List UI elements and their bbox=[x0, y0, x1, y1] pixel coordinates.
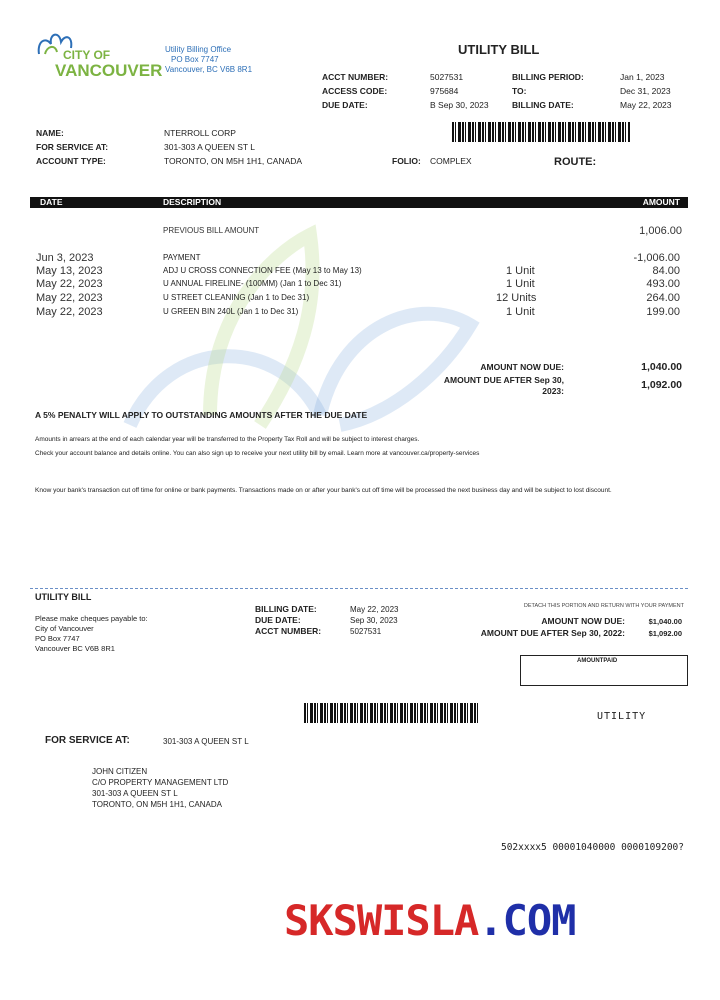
amount-paid-box[interactable] bbox=[520, 655, 688, 686]
bill-title: UTILITY BILL bbox=[458, 42, 540, 57]
account-info: ACCT NUMBER: 5027531 ACCESS CODE: 975684 DUE DATE: B Sep 30, 2023 BILLING PERIOD: Jan 1, 2023 TO: Dec 31, 2023 BILLING DATE: May 22, 2023 bbox=[322, 72, 672, 110]
table-header bbox=[30, 197, 688, 208]
previous-bill-amount: 1,006.00 bbox=[639, 225, 682, 237]
office-address: Utility Billing Office PO Box 7747 Vancouver, BC V6B 8R1 bbox=[165, 45, 253, 74]
watermark-blue: .COM bbox=[478, 896, 576, 945]
notice-bank: Know your bank's transaction cut off time for online or bank payments. Transactions made on or after your bank's cut off time will be processed the next business day and will be subject to lost discount. bbox=[35, 487, 612, 494]
stub-barcode bbox=[304, 703, 478, 723]
utility-code: UTILITY bbox=[597, 711, 647, 722]
stub-service-label: FOR SERVICE AT: bbox=[45, 735, 130, 746]
table-row: May 22, 2023 U GREEN BIN 240L (Jan 1 to Dec 31) 1 Unit 199.00 bbox=[36, 306, 680, 318]
amount-due-after: 1,092.00 bbox=[641, 379, 682, 391]
col-amount: AMOUNT bbox=[642, 197, 680, 207]
amount-now-due: 1,040.00 bbox=[641, 361, 682, 373]
detach-note: DETACH THIS PORTION AND RETURN WITH YOUR PAYMENT bbox=[523, 603, 684, 609]
table-row: May 22, 2023 U STREET CLEANING (Jan 1 to Dec 31) 12 Units 264.00 bbox=[36, 292, 680, 304]
previous-bill-label: PREVIOUS BILL AMOUNT bbox=[163, 226, 260, 235]
scan-line: 502xxxx5 00001040000 0000109200? bbox=[500, 842, 684, 853]
stub-now-due-label: AMOUNT NOW DUE: bbox=[541, 616, 625, 626]
detach-line bbox=[30, 588, 688, 589]
logo-city-of: CITY OF bbox=[63, 48, 111, 62]
stub-now-due: $1,040.00 bbox=[648, 617, 682, 626]
stub-after-label: AMOUNT DUE AFTER Sep 30, 2022: bbox=[480, 628, 625, 638]
table-row: Jun 3, 2023 PAYMENT -1,006.00 bbox=[36, 252, 680, 264]
table-row: May 13, 2023 ADJ U CROSS CONNECTION FEE (May 13 to May 13) 1 Unit 84.00 bbox=[36, 265, 680, 277]
stub-service: 301-303 A QUEEN ST L bbox=[163, 737, 249, 746]
logo-vancouver: VANCOUVER bbox=[55, 61, 163, 80]
totals: AMOUNT NOW DUE: 1,040.00 AMOUNT DUE AFTER Sep 30, 2023: 1,092.00 bbox=[443, 361, 682, 396]
site-watermark bbox=[284, 896, 575, 945]
stub-account-info: BILLING DATE: May 22, 2023 DUE DATE: Sep 30, 2023 ACCT NUMBER: 5027531 bbox=[255, 604, 399, 636]
amount-paid-label: AMOUNTPAID bbox=[577, 658, 618, 664]
amount-due-after-label: AMOUNT DUE AFTER Sep 30, bbox=[443, 375, 564, 385]
stub-payable-to: Please make cheques payable to: City of Vancouver PO Box 7747 Vancouver BC V6B 8R1 bbox=[35, 614, 148, 653]
stub-after: $1,092.00 bbox=[648, 629, 682, 638]
customer-info: NAME: NTERROLL CORP FOR SERVICE AT: 301-303 A QUEEN ST L ACCOUNT TYPE: TORONTO, ON M5H 1H1, CANADA FOLIO: COMPLEX ROUTE: bbox=[36, 128, 597, 168]
stub-title: UTILITY BILL bbox=[35, 592, 92, 602]
col-description: DESCRIPTION bbox=[163, 197, 222, 207]
amount-now-due-label: AMOUNT NOW DUE: bbox=[480, 362, 564, 372]
city-logo bbox=[35, 30, 165, 82]
mailing-address: JOHN CITIZEN C/O PROPERTY MANAGEMENT LTD 301-303 A QUEEN ST L TORONTO, ON M5H 1H1, CANADA bbox=[92, 767, 229, 809]
notice-online: Check your account balance and details online. You can also sign up to receive your next utility bill by email. Learn more at vancouver.ca/property-services bbox=[35, 450, 480, 457]
penalty-notice: A 5% PENALTY WILL APPLY TO OUTSTANDING AMOUNTS AFTER THE DUE DATE bbox=[35, 410, 368, 420]
watermark-red: SKSWISLA bbox=[284, 896, 479, 945]
col-date: DATE bbox=[40, 197, 63, 207]
notice-arrears: Amounts in arrears at the end of each calendar year will be transferred to the Property Tax Roll and will be subject to interest charges. bbox=[35, 436, 420, 443]
charges-list bbox=[36, 252, 682, 322]
table-row: May 22, 2023 U ANNUAL FIRELINE- (100MM) (Jan 1 to Dec 31) 1 Unit 493.00 bbox=[36, 278, 680, 290]
